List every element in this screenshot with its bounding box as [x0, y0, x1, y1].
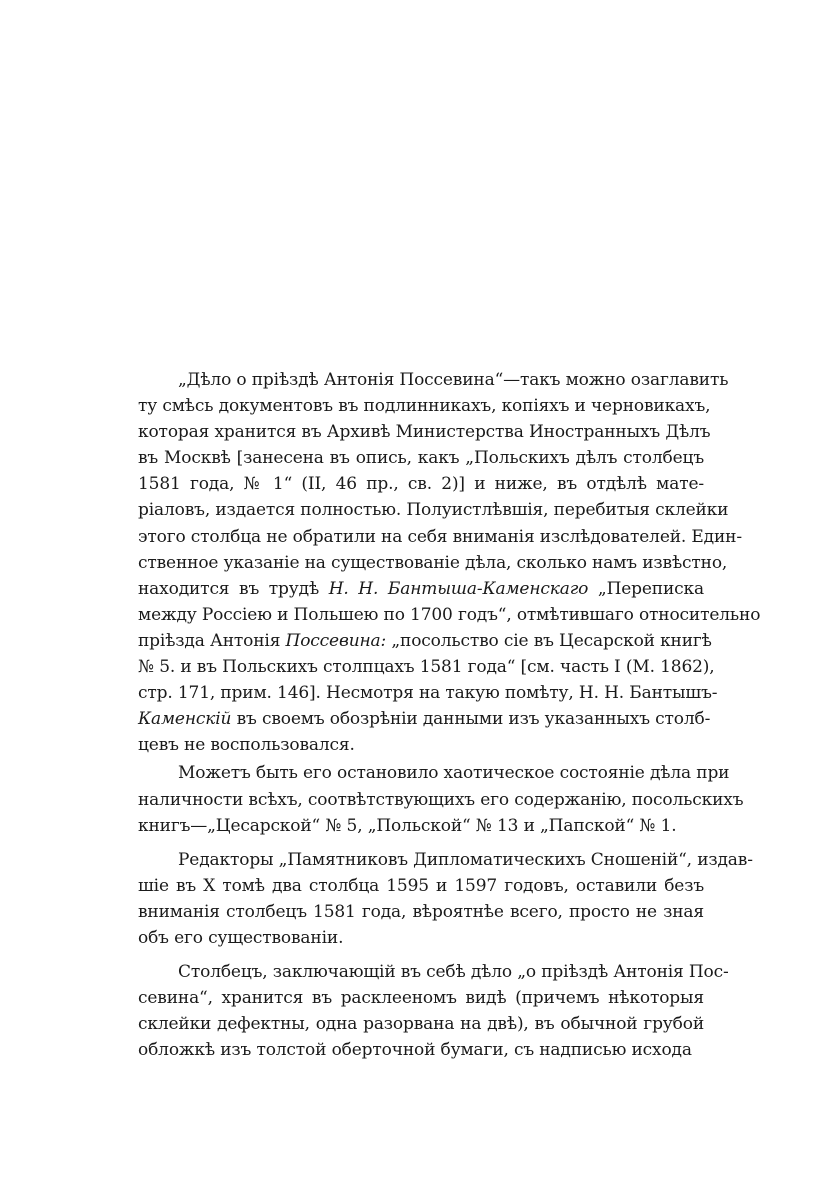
line-text: этого столбца не обратили на себя вниманія изслѣдователей. Един- — [138, 526, 742, 547]
line-text: Н. Н. Бантышъ- — [578, 683, 718, 704]
text-line — [138, 680, 718, 706]
line-text: стр. 171, прим. 146]. Несмотря на такую помѣту, — [138, 683, 579, 704]
text-line — [138, 628, 712, 654]
text-line — [138, 760, 730, 786]
text-line — [138, 471, 704, 497]
text-line — [138, 445, 704, 471]
line-text: ственное указаніе на существованіе дѣла, сколько намъ извѣстно, — [138, 552, 728, 573]
line-text: ріаловъ, издается полностью. Полуистлѣвшія, перебитыя склейки — [138, 500, 729, 521]
text-line — [138, 1037, 704, 1063]
text-line — [138, 654, 715, 680]
paragraph-gap — [138, 839, 704, 847]
text-line — [138, 367, 729, 393]
text-line — [138, 497, 729, 523]
text-line — [138, 732, 704, 758]
line-text: севина“, хранится въ расклееномъ видѣ (причемъ нѣкоторыя — [138, 988, 704, 1009]
line-text: шіе въ X томѣ два столбца 1595 и 1597 годовъ, оставили безъ — [138, 875, 704, 896]
line-text: объ его существованіи. — [138, 927, 344, 948]
text-line — [138, 1011, 704, 1037]
line-text: пріѣзда Антонія — [138, 630, 286, 651]
line-text: вниманія столбецъ 1581 года, вѣроятнѣе всего, просто не зная — [138, 901, 704, 922]
text-line — [138, 787, 744, 813]
text-line — [138, 959, 729, 985]
body-text — [138, 367, 761, 1063]
line-text: находится въ трудѣ — [138, 578, 329, 599]
line-text: въ Москвѣ [занесена въ опись, какъ „Польскихъ дѣлъ столбецъ — [138, 448, 704, 469]
line-text: склейки дефектны, одна разорвана на двѣ), въ обычной грубой — [138, 1014, 704, 1035]
paragraph — [138, 847, 753, 951]
italic-name: Каменскій — [138, 709, 232, 730]
line-text: наличности всѣхъ, соотвѣтствующихъ его содержанію, посольскихъ — [138, 789, 744, 810]
paragraph — [138, 367, 761, 758]
text-line — [138, 813, 704, 839]
text-line — [138, 706, 711, 732]
line-text: „посольство сіе въ Цесарской книгѣ — [386, 630, 712, 651]
line-text: которая хранится въ Архивѣ Министерства Иностранныхъ Дѣлъ — [138, 422, 711, 443]
line-text: книгъ—„Цесарской“ № 5, „Польской“ № 13 и „Папской“ № 1. — [138, 815, 677, 836]
text-line — [138, 985, 704, 1011]
text-line — [138, 925, 704, 951]
text-line — [138, 524, 742, 550]
line-text: „Переписка — [588, 578, 704, 599]
line-text: обложкѣ изъ толстой оберточной бумаги, съ надписью исхода — [138, 1040, 692, 1061]
paragraph — [138, 959, 729, 1063]
text-line — [138, 419, 711, 445]
line-text: № 5. и въ Польскихъ столпцахъ 1581 года“ [см. часть I (М. 1862), — [138, 657, 715, 678]
text-line — [138, 873, 704, 899]
line-text: 1581 года, № 1“ (II, 46 пр., св. 2)] и ниже, въ отдѣлѣ мате- — [138, 474, 704, 495]
line-text: Можетъ быть его остановило хаотическое состояніе дѣла при — [178, 763, 730, 784]
text-line — [138, 393, 711, 419]
text-line — [138, 899, 704, 925]
italic-name: Н. Н. Бантыша-Каменскаго — [328, 578, 589, 599]
line-text: между Россіею и Польшею по 1700 годъ“, отмѣтившаго относительно — [138, 604, 761, 625]
line-text: цевъ не воспользовался. — [138, 735, 355, 756]
text-line — [138, 550, 728, 576]
italic-name: Поссевина: — [285, 630, 387, 651]
text-line — [138, 602, 761, 628]
line-text: въ своемъ обозрѣніи данными изъ указанныхъ столб- — [231, 709, 711, 730]
paragraph — [138, 760, 744, 838]
line-text: Столбецъ, заключающій въ себѣ дѣло „о пріѣздѣ Антонія Пос- — [178, 962, 729, 983]
line-text: ту смѣсь документовъ въ подлинникахъ, копіяхъ и черновикахъ, — [138, 396, 711, 417]
paragraph-gap — [138, 951, 704, 959]
line-text: „Дѣло о пріѣздѣ Антонія Поссевина“—такъ можно озаглавить — [178, 370, 729, 390]
text-line — [138, 847, 753, 873]
line-text: Редакторы „Памятниковъ Дипломатическихъ Сношеній“, издав- — [178, 849, 753, 870]
text-line — [138, 576, 704, 602]
